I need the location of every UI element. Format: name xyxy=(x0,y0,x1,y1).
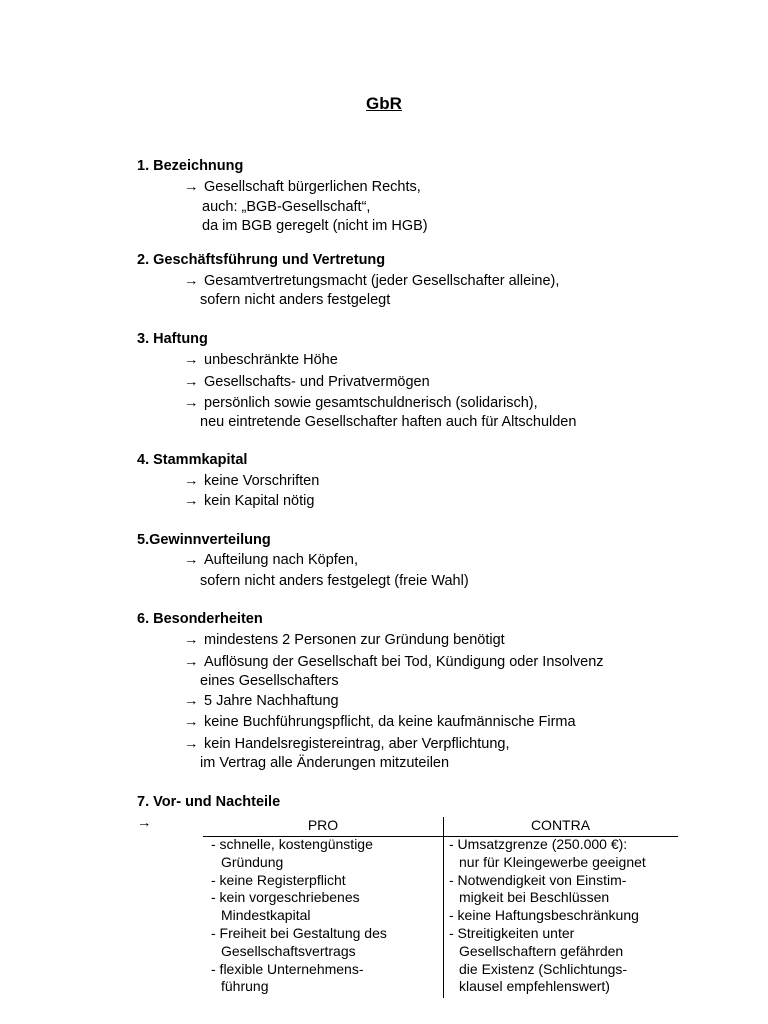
pro-line: Gründung xyxy=(221,853,284,870)
arrow-icon: → xyxy=(184,654,199,670)
list-item: → Auflösung der Gesellschaft bei Tod, Kündigung oder Insolvenz xyxy=(184,654,604,670)
list-item: → Gesellschafts- und Privatvermögen xyxy=(184,374,430,390)
arrow-icon: → xyxy=(184,179,199,195)
pro-line: - flexible Unternehmens- xyxy=(211,960,364,977)
list-item: → Aufteilung nach Köpfen, xyxy=(184,552,358,568)
pro-line: - Freiheit bei Gestaltung des xyxy=(211,925,387,941)
section-heading-bezeichnung: 1. Bezeichnung xyxy=(137,158,244,174)
section-heading-vor-und-nachteile: 7. Vor- und Nachteile xyxy=(137,794,281,810)
arrow-icon: → xyxy=(137,815,152,831)
arrow-icon: → xyxy=(184,736,199,752)
contra-line: - Umsatzgrenze (250.000 €): xyxy=(449,836,628,852)
pro-line: führung xyxy=(221,978,269,995)
list-item: → unbeschränkte Höhe xyxy=(184,352,338,368)
list-item-continuation: im Vertrag alle Änderungen mitzuteilen xyxy=(200,755,450,771)
pro-line: - keine Registerpflicht xyxy=(211,871,346,888)
arrow-icon: → xyxy=(184,632,199,648)
list-item-continuation: sofern nicht anders festgelegt (freie Wahl) xyxy=(200,573,469,589)
arrow-icon: → xyxy=(184,395,199,411)
arrow-icon: → xyxy=(184,493,199,509)
section-heading-stammkapital: 4. Stammkapital xyxy=(137,452,248,468)
list-item-continuation: eines Gesellschafters xyxy=(200,673,339,689)
pro-line: - schnelle, kostengünstige xyxy=(211,836,373,852)
pro-line: Mindestkapital xyxy=(221,907,311,924)
list-item: → 5 Jahre Nachhaftung xyxy=(184,693,339,709)
contra-line: nur für Kleingewerbe geeignet xyxy=(459,853,646,870)
arrow-icon: → xyxy=(184,352,199,368)
arrow-icon: → xyxy=(184,374,199,390)
list-item: → kein Kapital nötig xyxy=(184,493,315,509)
contra-line: Gesellschaftern gefährden xyxy=(459,942,624,959)
list-item: → keine Vorschriften xyxy=(184,473,320,489)
arrow-icon: → xyxy=(184,693,199,709)
section-heading-besonderheiten: 6. Besonderheiten xyxy=(137,611,263,627)
section-heading-geschaeftsfuehrung: 2. Geschäftsführung und Vertretung xyxy=(137,252,386,268)
list-item-continuation: neu eintretende Gesellschafter haften auch für Altschulden xyxy=(200,414,577,430)
contra-line: - keine Haftungsbeschränkung xyxy=(449,907,639,924)
contra-line: - Streitigkeiten unter xyxy=(449,925,575,941)
list-item: → mindestens 2 Personen zur Gründung benötigt xyxy=(184,632,505,648)
contra-column-header: CONTRA xyxy=(530,817,591,833)
list-item-continuation: sofern nicht anders festgelegt xyxy=(200,292,391,308)
arrow-icon: → xyxy=(184,273,199,289)
list-item: → Gesellschaft bürgerlichen Rechts, xyxy=(184,179,421,195)
pro-line: - kein vorgeschriebenes xyxy=(211,889,360,906)
list-item-continuation: da im BGB geregelt (nicht im HGB) xyxy=(202,218,428,234)
section-heading-haftung: 3. Haftung xyxy=(137,331,208,347)
list-item: → keine Buchführungspflicht, da keine kaufmännische Firma xyxy=(184,714,576,730)
section-heading-gewinnverteilung: 5.Gewinnverteilung xyxy=(137,532,271,548)
contra-line: migkeit bei Beschlüssen xyxy=(459,889,610,906)
list-item-continuation: auch: „BGB-Gesellschaft“, xyxy=(202,199,371,215)
pro-contra-table xyxy=(203,815,678,998)
contra-line: klausel empfehlenswert) xyxy=(459,978,610,995)
arrow-icon: → xyxy=(184,473,199,489)
arrow-icon: → xyxy=(184,714,199,730)
contra-line: die Existenz (Schlichtungs- xyxy=(459,960,628,977)
list-item: → persönlich sowie gesamtschuldnerisch (solidarisch), xyxy=(184,395,538,411)
pro-column-header: PRO xyxy=(307,817,339,833)
arrow-icon: → xyxy=(184,552,199,568)
contra-line: - Notwendigkeit von Einstim- xyxy=(449,871,627,888)
document-title: GbR xyxy=(366,94,402,113)
list-item: → Gesamtvertretungsmacht (jeder Gesellschafter alleine), xyxy=(184,273,560,289)
list-item: → kein Handelsregistereintrag, aber Verpflichtung, xyxy=(184,736,510,752)
pro-line: Gesellschaftsvertrags xyxy=(221,942,356,959)
table-column-divider xyxy=(443,817,444,998)
